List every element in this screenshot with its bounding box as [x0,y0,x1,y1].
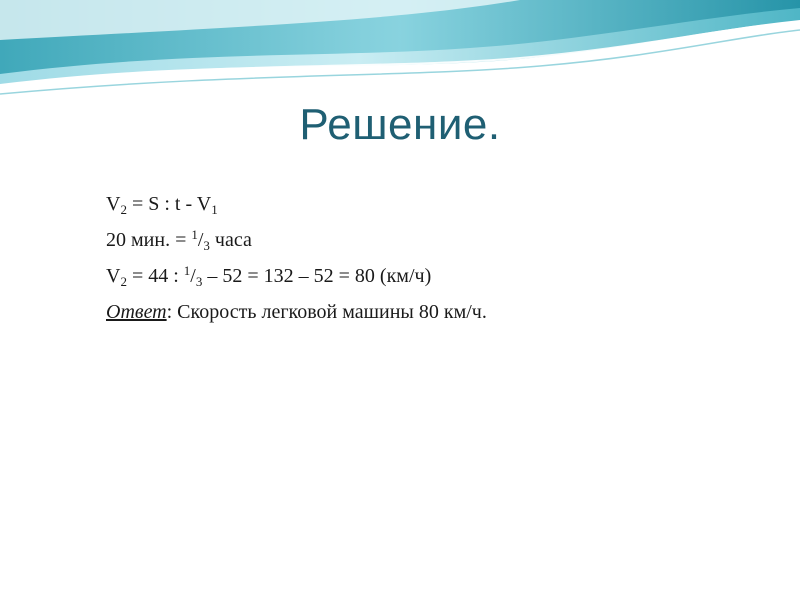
denominator: 3 [203,238,210,253]
formula-line [106,186,746,222]
text-segment: V [106,193,121,215]
fraction-slash: / [190,265,196,287]
answer-line [106,294,746,330]
text-segment: – 52 = 132 – 52 = 80 (км/ч) [202,265,432,287]
denominator: 3 [195,274,203,289]
numerator: 1 [191,227,198,242]
fraction-slash: / [197,229,204,251]
text-segment: = 44 : [126,265,184,287]
subscript: 2 [120,274,127,289]
subscript: 1 [211,202,218,217]
numerator: 1 [183,263,191,278]
slide-title: Решение. [299,100,501,149]
solution-body [106,186,746,330]
text-segment: V [106,265,121,287]
calculation-line [106,258,746,294]
subscript: 2 [120,202,127,217]
decorative-wave-header [0,0,800,110]
text-segment: часа [209,229,252,251]
text-segment: = S : t - V [126,193,212,215]
answer-text: : Скорость легковой машины 80 км/ч. [166,301,487,323]
answer-label: Ответ [106,301,167,323]
text-segment: 20 мин. = [106,229,192,251]
time-conversion-line [106,222,746,258]
